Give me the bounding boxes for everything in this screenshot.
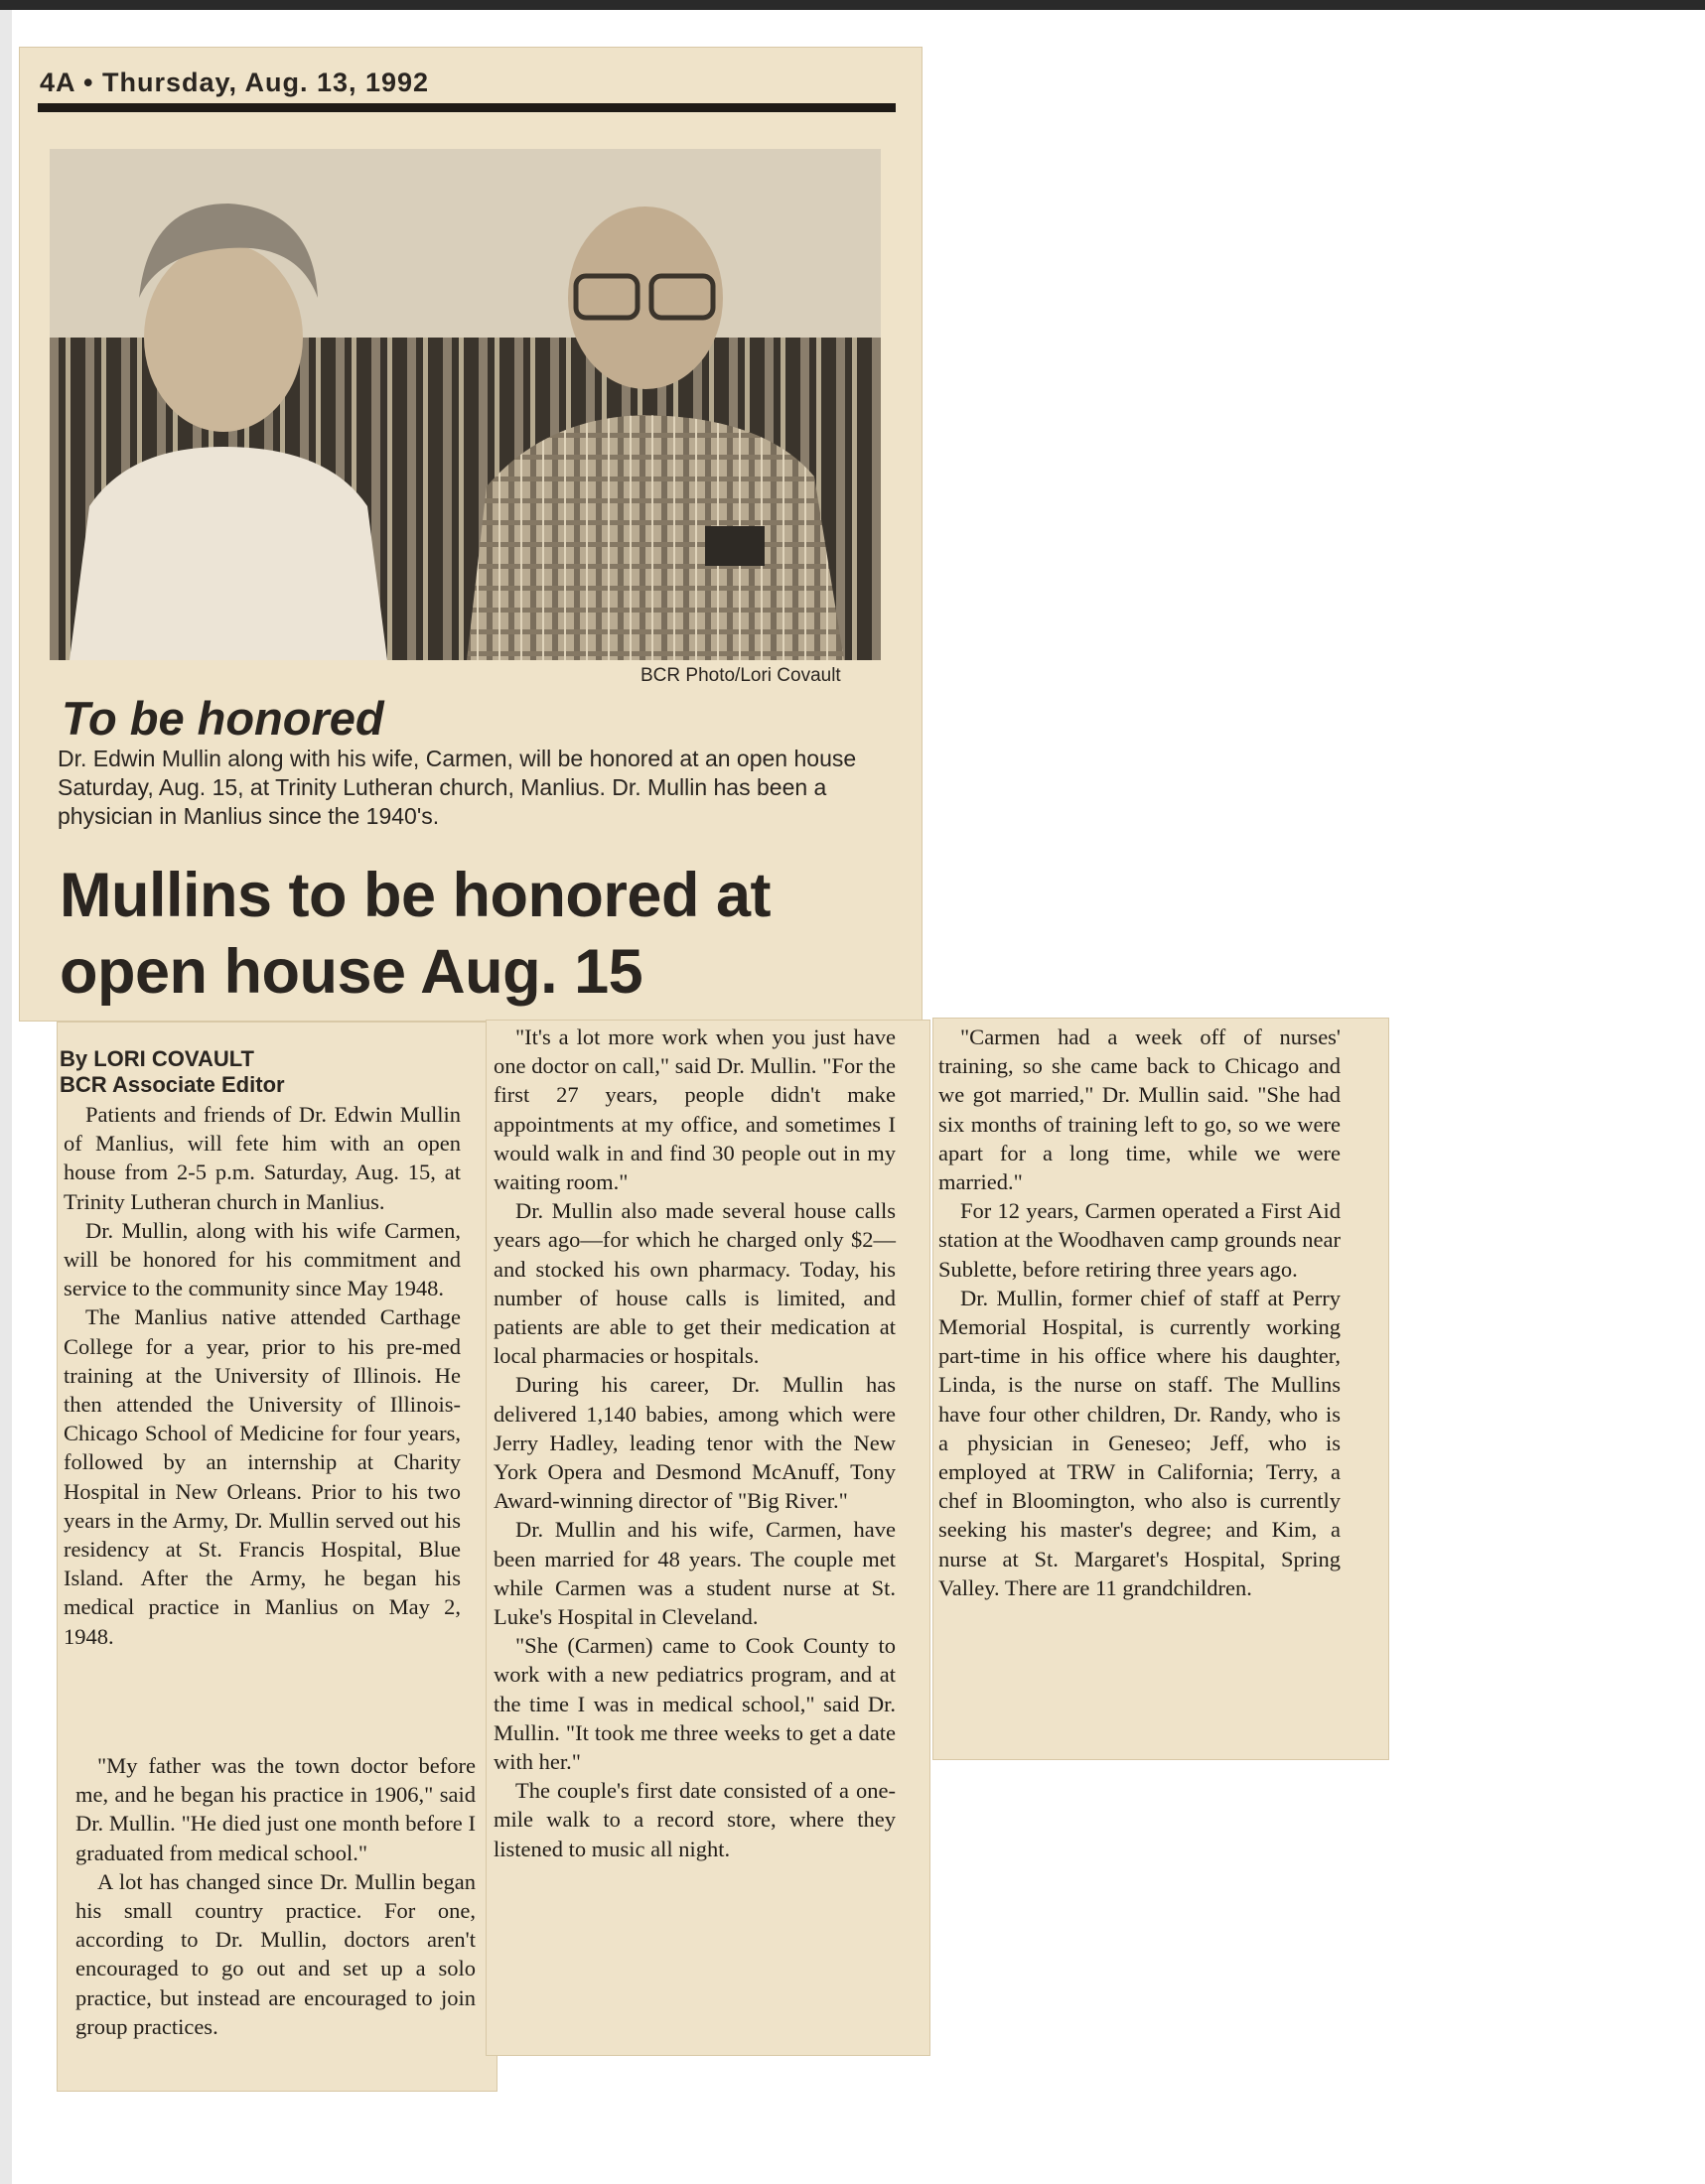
header-rule <box>38 103 896 112</box>
paragraph: Dr. Mullin, former chief of staff at Perry Memorial Hospital, is currently working part-time in his office where his daughter, Linda, is the nurse on staff. The Mullins have four other children, Dr. Randy, who is a physician in Geneseo; Jeff, who is employed at TRW in California; Terry, a chef in Bloomington, who also is currently seeking his master's degree; and Kim, a nurse at St. Margaret's Hospital, Spring Valley. There are 11 grandchildren. <box>938 1285 1341 1600</box>
byline-name: By LORI COVAULT <box>60 1046 254 1071</box>
paragraph: "She (Carmen) came to Cook County to work with a new pediatrics program, and at the time I was in medical school," said Dr. Mullin. "It took me three weeks to get a date with her." <box>494 1633 896 1775</box>
paragraph: "It's a lot more work when you just have one doctor on call," said Dr. Mullin. "For the first 27 years, people didn't make appointments at my office, and sometimes I would walk in and find 30 people out in my waiting room." <box>494 1024 896 1195</box>
scan-left-edge <box>0 10 12 2184</box>
photo <box>50 149 881 660</box>
article-column-3 <box>938 1023 1341 1602</box>
paragraph: The couple's first date consisted of a one-mile walk to a record store, where they listened to music all night. <box>494 1778 896 1861</box>
paragraph: During his career, Dr. Mullin has delivered 1,140 babies, among which were Jerry Hadley, leading tenor with the New York Opera and Desmond McAnuff, Tony Award-winning director of "Big River." <box>494 1372 896 1514</box>
headline: Mullins to be honored at open house Aug. 15 <box>60 861 771 1007</box>
paragraph: Dr. Mullin, along with his wife Carmen, will be honored for his commitment and service to the community since May 1948. <box>64 1217 461 1301</box>
byline-title: BCR Associate Editor <box>60 1072 285 1097</box>
cutline-text: Dr. Edwin Mullin along with his wife, Carmen, will be honored at an open house Saturday, Aug. 15, at Trinity Lutheran church, Manlius. Dr. Mullin has been a physician in Manlius since the 1940's. <box>58 746 857 829</box>
paragraph: For 12 years, Carmen operated a First Aid station at the Woodhaven camp grounds near Sublette, before retiring three years ago. <box>938 1198 1341 1282</box>
paragraph: The Manlius native attended Carthage College for a year, prior to his pre-med training at the University of Illinois. He then attended the University of Illinois-Chicago School of Medicine for four years, followed by an internship at Charity Hospital in New Orleans. Prior to his two years in the Army, Dr. Mullin served out his residency at St. Francis Hospital, Blue Island. After the Army, he began his medical practice in Manlius on May 2, 1948. <box>64 1304 461 1649</box>
paragraph: Dr. Mullin and his wife, Carmen, have been married for 48 years. The couple met while Carmen was a student nurse at St. Luke's Hospital in Cleveland. <box>494 1517 896 1630</box>
paragraph: "My father was the town doctor before me, and he began his practice in 1906," said Dr. Mullin. "He died just one month before I graduated from medical school." <box>75 1753 476 1865</box>
article-column-2 <box>494 1023 896 1863</box>
article-column-1b <box>75 1751 476 2041</box>
paragraph: Dr. Mullin also made several house calls years ago—for which he charged only $2—and stocked his own pharmacy. Today, his number of house calls is limited, and patients are able to get their medication at local pharmacies or hospitals. <box>494 1198 896 1369</box>
article-column-1 <box>64 1100 461 1651</box>
dateline: 4A • Thursday, Aug. 13, 1992 <box>40 68 430 97</box>
scan-top-edge <box>0 0 1705 10</box>
cutline-kicker: To be honored <box>62 692 384 745</box>
paragraph: Patients and friends of Dr. Edwin Mullin of Manlius, will fete him with an open house from 2-5 p.m. Saturday, Aug. 15, at Trinity Lutheran church in Manlius. <box>64 1102 461 1214</box>
paragraph: "Carmen had a week off of nurses' training, so she came back to Chicago and we got married," Dr. Mullin said. "She had six months of training left to go, so we were apart for a long time, while we were married." <box>938 1024 1341 1195</box>
couple-photo-illustration <box>50 149 881 660</box>
paragraph: A lot has changed since Dr. Mullin began his small country practice. For one, according to Dr. Mullin, doctors aren't encouraged to go out and set up a solo practice, but instead are encouraged to join group practices. <box>75 1868 476 2039</box>
photo-credit: BCR Photo/Lori Covault <box>640 665 841 686</box>
